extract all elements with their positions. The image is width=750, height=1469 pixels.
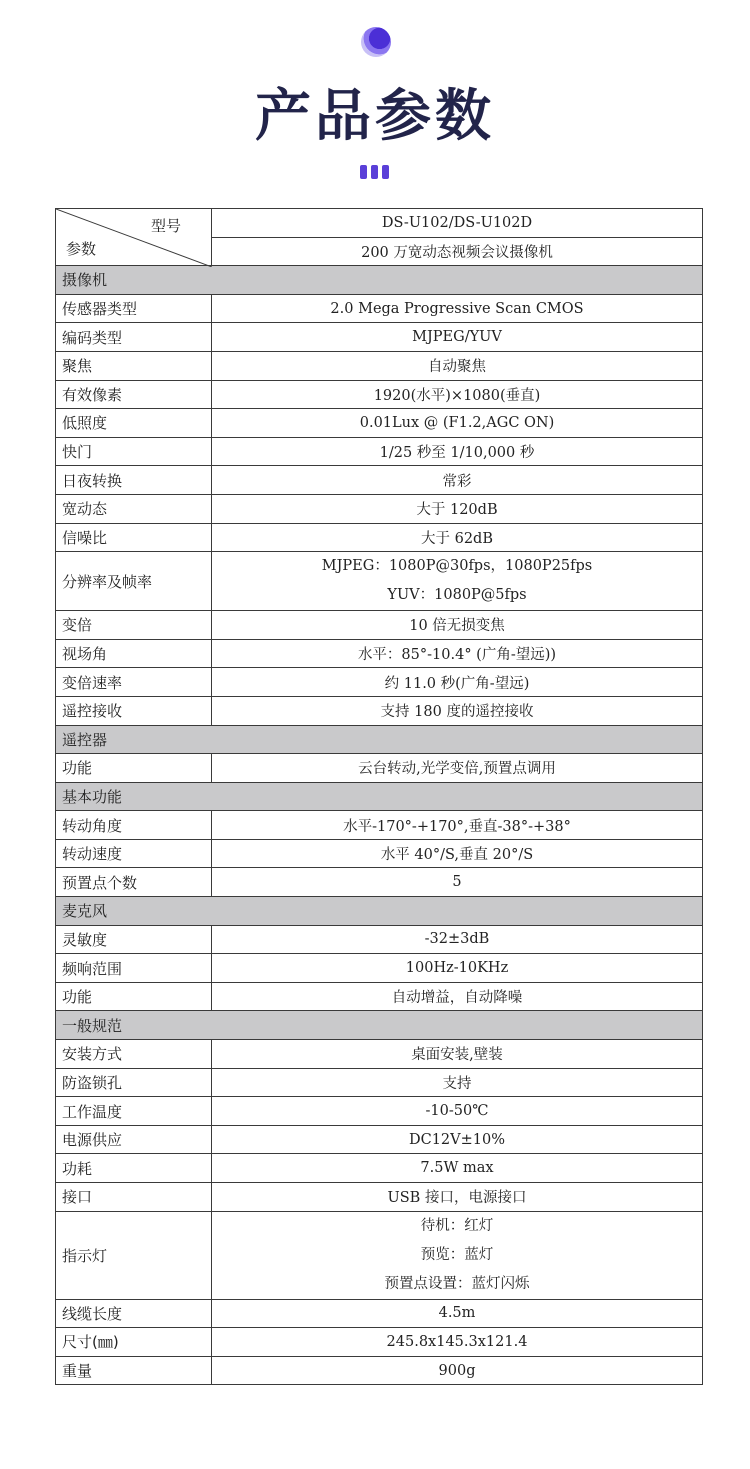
row-value: [212, 523, 703, 552]
row-label: 预置点个数: [56, 868, 212, 897]
section-title: 遥控器: [56, 725, 703, 754]
row-value-line: 待机：红灯: [420, 1217, 494, 1234]
row-value: [212, 323, 703, 352]
table-row: [56, 1154, 703, 1183]
section-header-row: [56, 897, 703, 926]
corner-label-param: 参数: [66, 240, 97, 259]
section-title: 基本功能: [56, 782, 703, 811]
row-label: 电源供应: [56, 1125, 212, 1154]
model-value: DS-U102/DS-U102D: [212, 209, 703, 238]
row-value: [212, 1328, 703, 1357]
row-value-line: 水平 40°/S,垂直 20°/S: [380, 847, 534, 864]
table-row: [56, 811, 703, 840]
row-value: [212, 409, 703, 438]
row-value: [212, 1211, 703, 1299]
table-row: [56, 1211, 703, 1299]
row-value-line: 自动聚焦: [428, 359, 486, 376]
table-row: [56, 754, 703, 783]
row-value: [212, 954, 703, 983]
row-label: 宽动态: [56, 494, 212, 523]
row-value-line: 100Hz-10KHz: [405, 960, 509, 977]
row-label: 低照度: [56, 409, 212, 438]
row-label: 变倍速率: [56, 668, 212, 697]
row-value: [212, 925, 703, 954]
row-label: 频响范围: [56, 954, 212, 983]
table-row: [56, 668, 703, 697]
row-value-line: USB 接口，电源接口: [387, 1190, 527, 1207]
row-label: 工作温度: [56, 1097, 212, 1126]
row-value: [212, 552, 703, 611]
table-row: [56, 323, 703, 352]
row-label: 灵敏度: [56, 925, 212, 954]
row-value: [212, 294, 703, 323]
row-value-line: 大于 62dB: [421, 530, 493, 547]
section-header-row: [56, 1011, 703, 1040]
section-title: 摄像机: [56, 266, 703, 295]
row-value-line: 常彩: [442, 473, 472, 490]
row-label: 转动角度: [56, 811, 212, 840]
table-row: [56, 611, 703, 640]
table-row: [56, 494, 703, 523]
row-value: [212, 611, 703, 640]
row-label: 防盗锁孔: [56, 1068, 212, 1097]
row-value-line: 900g: [438, 1362, 476, 1379]
table-row: [56, 925, 703, 954]
row-label: 编码类型: [56, 323, 212, 352]
row-value-line: 2.0 Mega Progressive Scan CMOS: [330, 300, 584, 317]
row-value-line: DC12V±10%: [408, 1131, 506, 1148]
row-label: 变倍: [56, 611, 212, 640]
section-header-row: [56, 725, 703, 754]
section-title: 一般规范: [56, 1011, 703, 1040]
row-label: 有效像素: [56, 380, 212, 409]
row-value-line: 0.01Lux @ (F1.2,AGC ON): [359, 414, 555, 431]
table-row: [56, 466, 703, 495]
row-label: 传感器类型: [56, 294, 212, 323]
row-value-line: YUV：1080P@5fps: [387, 587, 527, 604]
row-label: 信噪比: [56, 523, 212, 552]
corner-label-model: 型号: [150, 217, 181, 235]
row-value-line: 支持 180 度的遥控接收: [380, 704, 534, 721]
table-row: [56, 868, 703, 897]
row-value: [212, 1068, 703, 1097]
table-row: [56, 639, 703, 668]
row-value: [212, 754, 703, 783]
row-value-line: MJPEG：1080P@30fps，1080P25fps: [321, 558, 593, 575]
row-value-line: 4.5m: [438, 1305, 476, 1322]
section-header-row: [56, 266, 703, 295]
row-value: [212, 811, 703, 840]
row-value: [212, 696, 703, 725]
row-label: 接口: [56, 1183, 212, 1212]
row-label: 聚焦: [56, 351, 212, 380]
section-title: 麦克风: [56, 897, 703, 926]
table-row: [56, 1299, 703, 1328]
row-value: [212, 639, 703, 668]
table-row: [56, 1356, 703, 1385]
decorative-bars-icon: [360, 165, 389, 179]
table-row: [56, 294, 703, 323]
table-row: [56, 523, 703, 552]
row-value: [212, 494, 703, 523]
row-value: [212, 1040, 703, 1069]
row-value: [212, 466, 703, 495]
table-row: [56, 1328, 703, 1357]
row-label: 线缆长度: [56, 1299, 212, 1328]
row-label: 快门: [56, 437, 212, 466]
row-label: 功耗: [56, 1154, 212, 1183]
row-label: 重量: [56, 1356, 212, 1385]
table-row: [56, 1097, 703, 1126]
row-value: [212, 982, 703, 1011]
row-value-line: MJPEG/YUV: [412, 329, 502, 346]
row-value: [212, 1097, 703, 1126]
table-row: [56, 1125, 703, 1154]
row-value-line: 7.5W max: [420, 1160, 494, 1177]
table-row: [56, 409, 703, 438]
row-value: [212, 380, 703, 409]
row-label: 指示灯: [56, 1211, 212, 1299]
row-value-line: 10 倍无损变焦: [409, 618, 505, 635]
row-value-line: 5: [452, 874, 462, 891]
corner-cell: [56, 209, 212, 266]
row-value-line: -10-50℃: [425, 1103, 489, 1120]
table-row: [56, 351, 703, 380]
table-row: [56, 380, 703, 409]
table-row: [56, 1183, 703, 1212]
row-value: [212, 1125, 703, 1154]
row-value-line: 预置点设置：蓝灯闪烁: [384, 1275, 530, 1292]
section-header-row: [56, 782, 703, 811]
row-value-line: 大于 120dB: [416, 502, 498, 519]
row-value: [212, 668, 703, 697]
page-header: [0, 0, 750, 200]
row-value-line: 自动增益，自动降噪: [391, 990, 523, 1007]
table-header-row: [56, 209, 703, 238]
table-row: [56, 1040, 703, 1069]
row-value-line: 1920(水平)×1080(垂直): [373, 387, 541, 404]
row-value: [212, 1299, 703, 1328]
row-value-line: 桌面安装,壁装: [411, 1047, 503, 1064]
row-label: 转动速度: [56, 839, 212, 868]
row-value: [212, 868, 703, 897]
row-label: 遥控接收: [56, 696, 212, 725]
row-value: [212, 351, 703, 380]
row-value-line: 支持: [442, 1075, 472, 1092]
row-label: 视场角: [56, 639, 212, 668]
table-row: [56, 437, 703, 466]
table-row: [56, 696, 703, 725]
row-value-line: 云台转动,光学变倍,预置点调用: [358, 761, 556, 778]
row-value-line: 水平-170°-+170°,垂直-38°-+38°: [343, 818, 571, 835]
table-row: [56, 1068, 703, 1097]
row-value-line: 预览：蓝灯: [420, 1246, 494, 1263]
model-description: 200 万宽动态视频会议摄像机: [212, 237, 703, 266]
row-value: [212, 1356, 703, 1385]
row-value: [212, 1154, 703, 1183]
decorative-orb-icon: [361, 27, 391, 57]
table-row: [56, 552, 703, 611]
table-row: [56, 982, 703, 1011]
row-value-line: -32±3dB: [424, 931, 490, 948]
row-label: 日夜转换: [56, 466, 212, 495]
row-label: 功能: [56, 754, 212, 783]
row-label: 分辨率及帧率: [56, 552, 212, 611]
row-value: [212, 437, 703, 466]
page-title: 产品参数: [255, 84, 495, 149]
row-value: [212, 1183, 703, 1212]
row-value-line: 245.8x145.3x121.4: [386, 1333, 528, 1350]
row-label: 功能: [56, 982, 212, 1011]
row-value-line: 1/25 秒至 1/10,000 秒: [379, 445, 535, 462]
row-label: 安装方式: [56, 1040, 212, 1069]
table-row: [56, 839, 703, 868]
row-value-line: 水平：85°-10.4° (广角-望远)): [357, 647, 557, 664]
row-label: 尺寸(㎜): [56, 1328, 212, 1357]
table-row: [56, 954, 703, 983]
row-value: [212, 839, 703, 868]
row-value-line: 约 11.0 秒(广角-望远): [384, 675, 530, 692]
spec-table: [55, 208, 703, 1385]
